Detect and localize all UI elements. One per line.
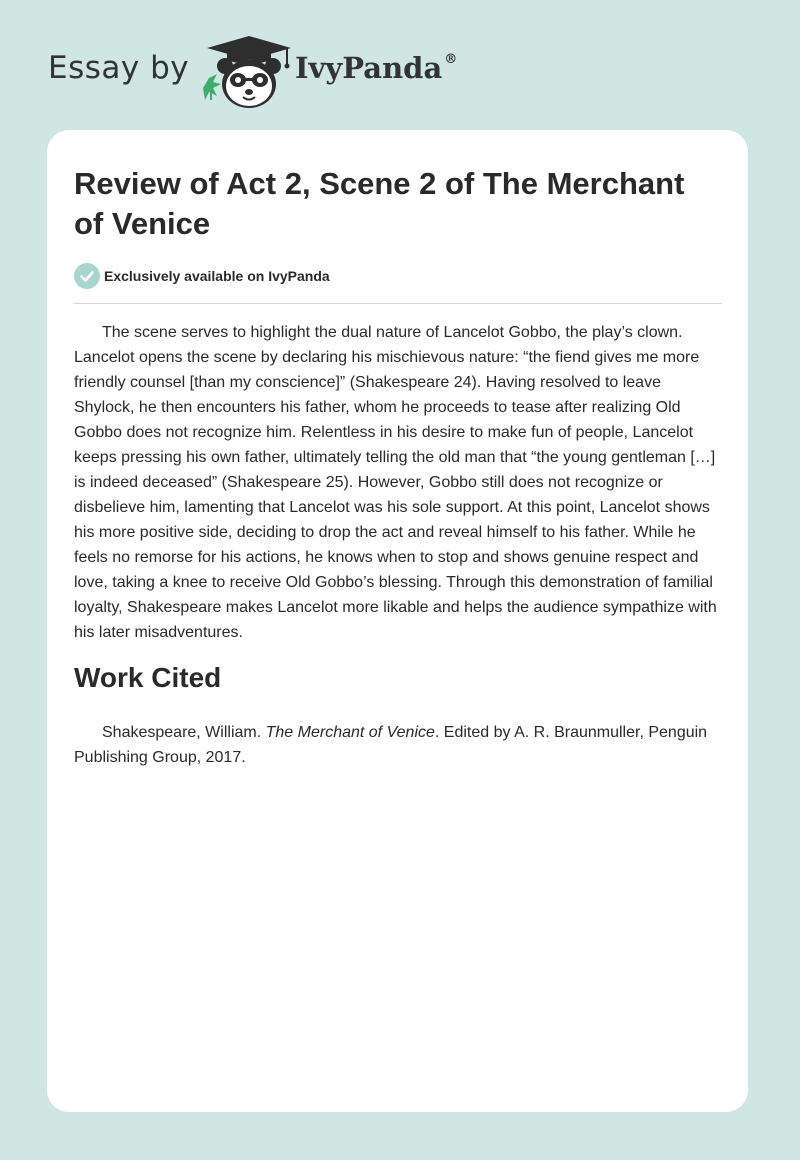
exclusive-badge <box>74 263 330 289</box>
citation-details: . Edited by A. R. Braunmuller, Penguin Publishing Group, 2017. <box>74 724 708 766</box>
site-header <box>48 34 508 110</box>
badge-label: Exclusively available on IvyPanda <box>104 268 330 284</box>
essay-paragraph: The scene serves to highlight the dual nature of Lancelot Gobbo, the play’s clown. Lancelot opens the scene by declaring his mischievous nature: “the fiend gives me more friendly counsel [than my conscience]” (Shakespeare 24). Having resolved to leave Shylock, he then encounters his father, whom he proceeds to tease after realizing Old Gobbo does not recognize him. Relentless in his desire to make fun of people, Lancelot keeps pressing his own father, ultimately telling the old man that “the young gentleman […] is indeed deceased” (Shakespeare 25). However, Gobbo still does not recognize or disbelieve him, lamenting that Lancelot was his sole support. At this point, Lancelot shows his more positive side, deciding to drop the act and reveal himself to his father. While he feels no remorse for his actions, he knows when to stop and shows genuine respect and love, taking a knee to receive Old Gobbo’s blessing. Through this demonstration of familial loyalty, Shakespeare makes Lancelot more likable and helps the audience sympathize with his later misadventures. <box>74 324 717 641</box>
citation-author: Shakespeare, William. <box>102 724 262 741</box>
essay-card <box>47 130 748 1112</box>
check-circle-icon <box>74 263 100 289</box>
divider <box>74 303 722 304</box>
works-cited-heading: Work Cited <box>74 662 222 693</box>
registered-mark: ® <box>444 52 458 68</box>
citation-entry <box>74 720 724 770</box>
page-title: Review of Act 2, Scene 2 of The Merchant of Venice <box>74 166 685 241</box>
brand-name[interactable]: IvyPanda ® <box>295 51 458 85</box>
panda-logo-icon[interactable] <box>203 34 295 110</box>
citation-work-title: The Merchant of Venice <box>265 724 435 741</box>
essay-by-label: Essay by <box>48 50 190 86</box>
